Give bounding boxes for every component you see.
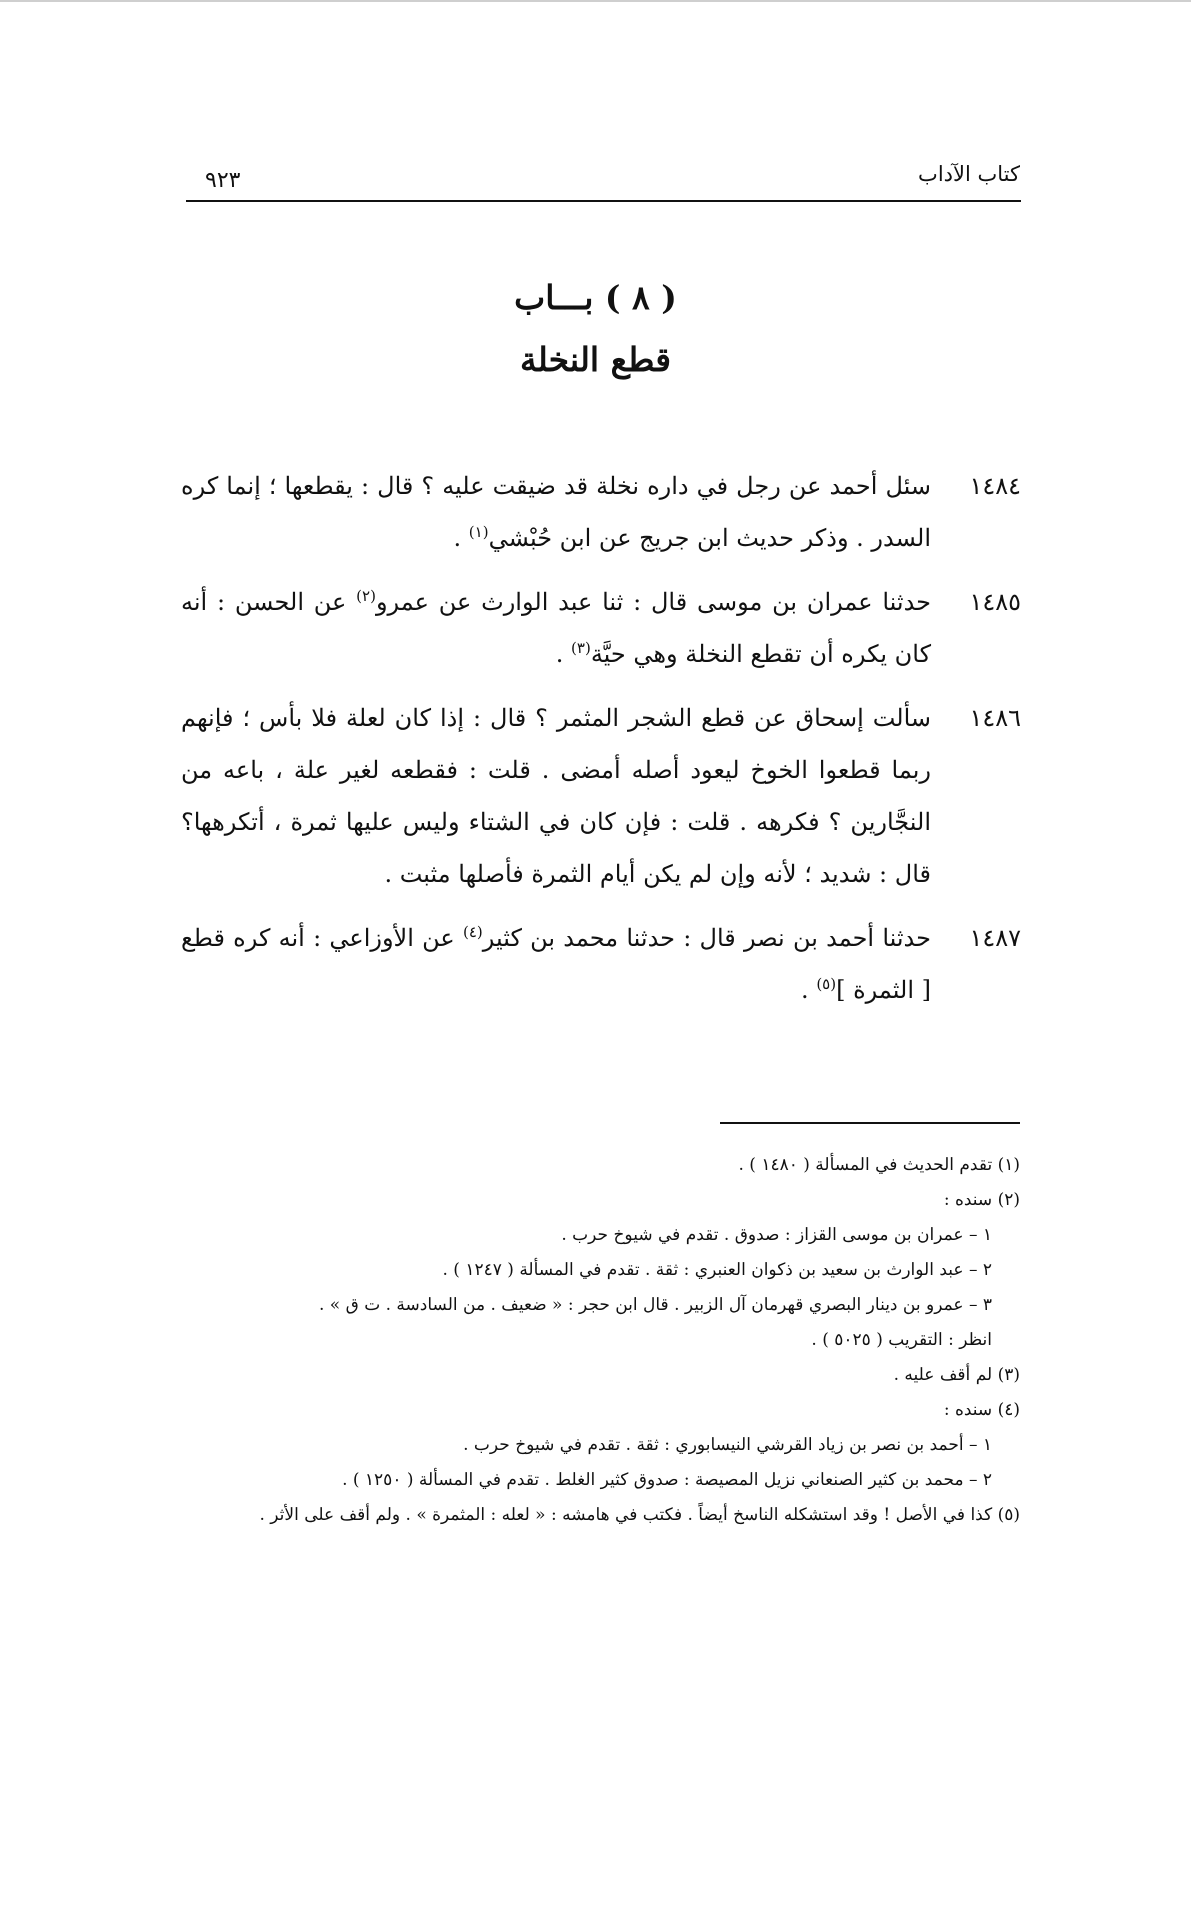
footnote-4: (٤) سنده :	[943, 1400, 1020, 1420]
entry-text	[181, 692, 931, 900]
entry-number: ١٤٨٤	[969, 472, 1021, 500]
footnote-ref: (١)	[468, 523, 489, 541]
footnote-2-item-3-cont: انظر : التقريب ( ٥٠٢٥ ) .	[811, 1330, 992, 1350]
entry-text	[181, 912, 931, 1016]
entry-number: ١٤٨٥	[969, 588, 1021, 616]
chapter-label: ( ٨ ) بـــاب	[514, 278, 677, 317]
footnote-4-item-2: ٢ – محمد بن كثير الصنعاني نزيل المصيصة : صدوق كثير الغلط . تقدم في المسألة ( ١٢٥٠ ) .	[342, 1470, 992, 1490]
footnote-ref: (٥)	[816, 975, 837, 993]
entry-1486	[181, 692, 1021, 900]
footnote-3: (٣) لم أقف عليه .	[893, 1365, 1020, 1385]
entry-1485	[181, 576, 1021, 680]
chapter-title: قطع النخلة	[520, 340, 671, 379]
footnote-2: (٢) سنده :	[943, 1190, 1020, 1210]
footnote-rule	[720, 1122, 1020, 1124]
entry-text	[181, 460, 931, 564]
footnote-2-item-3: ٣ – عمرو بن دينار البصري قهرمان آل الزبير . قال ابن حجر : « ضعيف . من السادسة . ت ق » .	[319, 1295, 992, 1315]
entry-number: ١٤٨٧	[969, 924, 1021, 952]
footnote-ref: (٣)	[571, 639, 591, 657]
footnote-5: (٥) كذا في الأصل ! وقد استشكله الناسخ أيضاً . فكتب في هامشه : « لعله : المثمرة » . ولم أقف على الأثر .	[259, 1505, 1020, 1525]
entry-body: سئل أحمد عن رجل في داره نخلة قد ضيقت عليه ؟ قال : يقطعها ؛ إنما كره السدر . وذكر حديث ابن جريج عن ابن حُبْشي	[181, 472, 931, 552]
entry-body: سألت إسحاق عن قطع الشجر المثمر ؟ قال : إذا كان لعلة فلا بأس ؛ فإنهم ربما قطعوا الخوخ ليعود أصله أمضى . قلت : فقطعه لغير علة ، باعه من النجَّارين ؟ فكرهه . قلت : فإن كان في الشتاء وليس عليها ثمرة ، أتكرهها؟ قال : شديد ؛ لأنه وإن لم يكن أيام الثمرة فأصلها مثبت .	[181, 704, 931, 888]
entry-body: حدثنا عمران بن موسى قال : ثنا عبد الوارث عن عمرو	[375, 588, 932, 616]
entry-text	[181, 576, 931, 680]
entry-tail: .	[555, 640, 572, 668]
entry-body-cont: عن الحسن : أنه كان يكره أن تقطع النخلة وهي حيَّة	[181, 588, 931, 668]
footnote-ref: (٤)	[462, 923, 483, 941]
footnotes	[170, 1148, 1020, 1533]
entry-number: ١٤٨٦	[969, 704, 1021, 732]
header-rule	[186, 200, 1021, 202]
entry-1487	[181, 912, 1021, 1016]
entry-body: حدثنا أحمد بن نصر قال : حدثنا محمد بن كثير	[482, 924, 931, 952]
scan-top-edge	[0, 0, 1191, 2]
footnote-2-item-2: ٢ – عبد الوارث بن سعيد بن ذكوان العنبري : ثقة . تقدم في المسألة ( ١٢٤٧ ) .	[442, 1260, 992, 1280]
footnote-ref: (٢)	[356, 587, 376, 605]
entry-tail: .	[801, 976, 817, 1004]
page-number: ٩٢٣	[205, 168, 241, 193]
footnote-1: (١) تقدم الحديث في المسألة ( ١٤٨٠ ) .	[738, 1155, 1020, 1175]
entry-body-cont: عن الأوزاعي : أنه كره قطع [ الثمرة ]	[181, 924, 931, 1004]
entry-tail: .	[453, 524, 469, 552]
footnote-4-item-1: ١ – أحمد بن نصر بن زياد القرشي النيسابوري : ثقة . تقدم في شيوخ حرب .	[463, 1435, 992, 1455]
running-header: كتاب الآداب	[918, 162, 1020, 186]
entry-1484	[181, 460, 1021, 564]
footnote-2-item-1: ١ – عمران بن موسى القزاز : صدوق . تقدم في شيوخ حرب .	[561, 1225, 992, 1245]
entries-list	[181, 460, 1021, 1028]
